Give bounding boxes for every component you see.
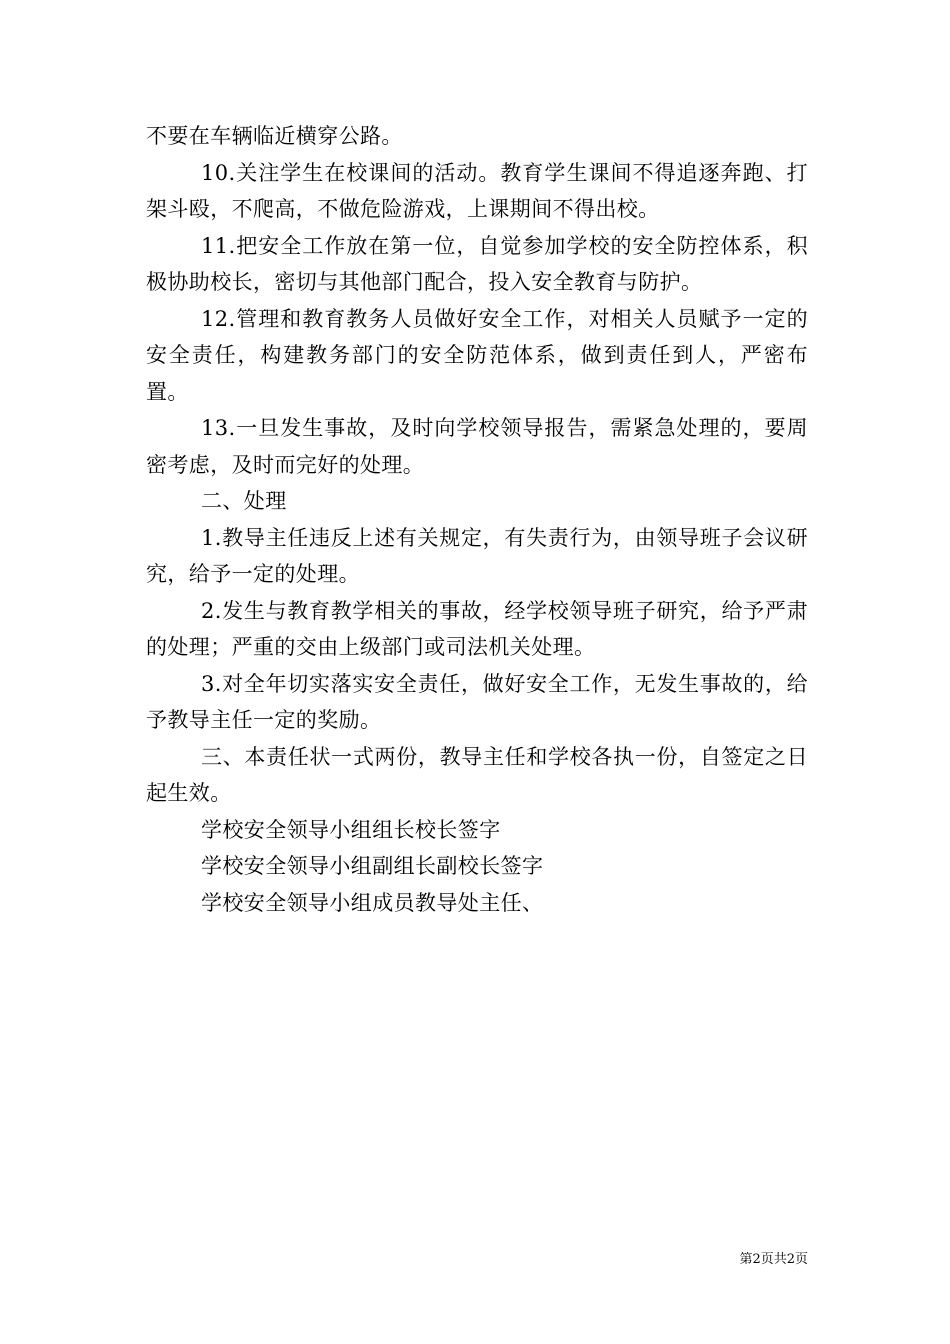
- section-heading: 二、处理: [201, 489, 287, 513]
- document-body: [146, 118, 808, 921]
- paragraph: 三、本责任状一式两份，教导主任和学校各执一份，自签定之日起生效。: [146, 744, 808, 805]
- paragraph: 10.关注学生在校课间的活动。教育学生课间不得追逐奔跑、打架斗殴，不爬高，不做危险游戏，上课期间不得出校。: [146, 160, 808, 221]
- page-number: 第2页共2页: [739, 1252, 808, 1267]
- paragraph: 11.把安全工作放在第一位，自觉参加学校的安全防控体系，积极协助校长，密切与其他部门配合，投入安全教育与防护。: [146, 233, 808, 294]
- paragraph: 1.教导主任违反上述有关规定，有失责行为，由领导班子会议研究，给予一定的处理。: [146, 525, 808, 586]
- paragraph: 不要在车辆临近横穿公路。: [146, 124, 403, 148]
- paragraph: 13.一旦发生事故，及时向学校领导报告，需紧急处理的，要周密考虑，及时而完好的处理。: [146, 416, 808, 477]
- paragraph: 3.对全年切实落实安全责任，做好安全工作，无发生事故的，给予教导主任一定的奖励。: [146, 671, 808, 732]
- signature-line: 学校安全领导小组副组长副校长签字: [201, 854, 544, 878]
- signature-line: 学校安全领导小组成员教导处主任、: [201, 890, 544, 915]
- paragraph: 12.管理和教育教务人员做好安全工作，对相关人员赋予一定的安全责任，构建教务部门的安全防范体系，做到责任到人，严密布置。: [146, 306, 808, 404]
- signature-line: 学校安全领导小组组长校长签字: [201, 817, 501, 842]
- paragraph: 2.发生与教育教学相关的事故，经学校领导班子研究，给予严肃的处理；严重的交由上级部门或司法机关处理。: [146, 598, 808, 659]
